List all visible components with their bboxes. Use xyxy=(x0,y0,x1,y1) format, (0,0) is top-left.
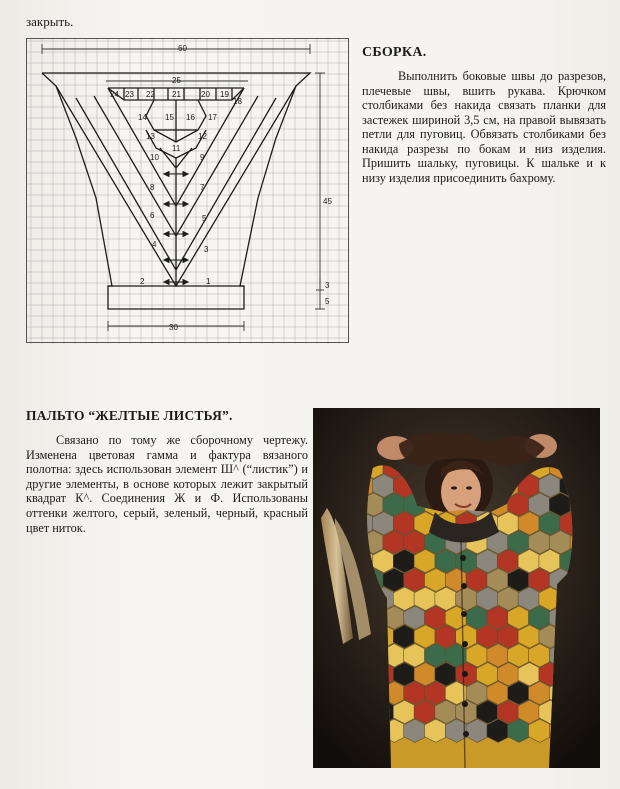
element-number: 3 xyxy=(204,245,209,254)
element-number: 5 xyxy=(202,214,207,223)
element-number: 14 xyxy=(138,113,147,122)
continued-text: закрыть. xyxy=(26,14,74,29)
dim-label-height: 45 xyxy=(323,197,332,206)
assembly-section xyxy=(362,45,606,185)
dimension-lines xyxy=(42,44,325,331)
element-number: 18 xyxy=(233,97,242,106)
dim-label-hem-large: 5 xyxy=(325,297,330,306)
photo-illustration xyxy=(313,408,600,768)
element-number: 13 xyxy=(146,132,155,141)
dim-label-bottom-width: 30 xyxy=(169,323,178,332)
element-number: 16 xyxy=(186,113,195,122)
element-number: 21 xyxy=(172,90,181,99)
element-number: 22 xyxy=(146,90,155,99)
element-number: 8 xyxy=(150,183,155,192)
diagram-svg xyxy=(26,38,350,344)
dim-label-top-width: 60 xyxy=(178,44,187,53)
element-number: 19 xyxy=(220,90,229,99)
element-number: 20 xyxy=(201,90,210,99)
element-number: 17 xyxy=(208,113,217,122)
element-number: 9 xyxy=(200,153,205,162)
element-number: 2 xyxy=(140,277,145,286)
assembly-diagram xyxy=(26,38,350,344)
assembly-text: Выполнить боковые швы до разрезов, плечевые швы, вшить рукава. Крючком столбиками без накида связать планки для застежек шириной 3,5 см, на правой вывязать петли для пуговиц. Обвязать столбиками без накида разрезы по бокам и низ изделия. Пришить шальку, пуговицы. К шальке и к низу изделия присоединить бахрому. xyxy=(362,69,606,185)
element-number: 4 xyxy=(152,240,157,249)
coat-text: Связано по тому же сборочному чертежу. Изменена цветовая гамма и фактура вязаного полотна: здесь использован элемент Ш^ (“листик”) и другие элементы, в основе которых лежит закрытый квадрат К^. Соединения Ж и Ф. Использованы оттенки желтого, серый, зеленый, черный, красный цвет ниток. xyxy=(26,433,308,535)
element-number: 6 xyxy=(150,211,155,220)
assembly-heading: СБОРКА. xyxy=(362,45,427,60)
diagram-grid xyxy=(26,38,350,344)
coat-section xyxy=(26,408,308,535)
element-number: 1 xyxy=(206,277,211,286)
element-number: 23 xyxy=(125,90,134,99)
coat-heading: ПАЛЬТО “ЖЕЛТЫЕ ЛИСТЬЯ”. xyxy=(26,408,233,423)
element-number: 12 xyxy=(198,132,207,141)
garment-outline xyxy=(42,73,310,309)
dim-label-hem-small: 3 xyxy=(325,281,330,290)
element-number: 24 xyxy=(110,90,119,99)
face xyxy=(441,467,481,517)
coat-photograph xyxy=(313,408,600,768)
element-number: 7 xyxy=(200,183,205,192)
element-number: 11 xyxy=(172,144,181,153)
element-number: 10 xyxy=(150,153,159,162)
dim-label-upper-width: 25 xyxy=(172,76,181,85)
element-number: 15 xyxy=(165,113,174,122)
